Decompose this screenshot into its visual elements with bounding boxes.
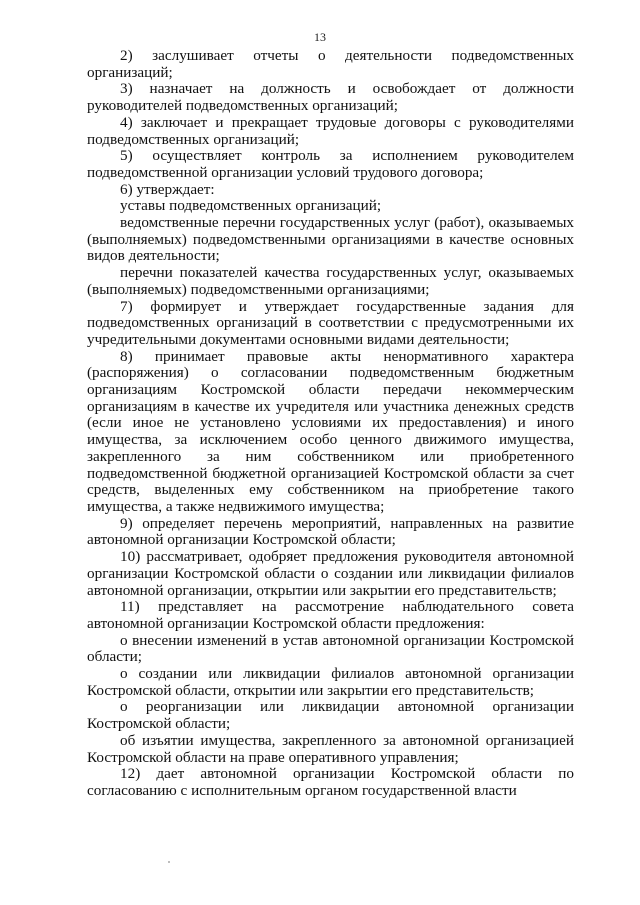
paragraph-item-6-service-lists: ведомственные перечни государственных услуг (работ), оказываемых (выполняемых) подведомственными организациями в качестве основных видов деятельности; xyxy=(87,214,574,265)
paragraph-item-6: 6) утверждает: xyxy=(120,180,215,198)
paragraph-item-9: 9) определяет перечень мероприятий, направленных на развитие автономной организации Костромской области; xyxy=(87,514,574,549)
paragraph-item-11-reorganization: о реорганизации или ликвидации автономной организации Костромской области; xyxy=(87,698,574,733)
paragraph-item-2: 2) заслушивает отчеты о деятельности подведомственных организаций; xyxy=(87,47,574,81)
document-body xyxy=(87,48,574,800)
paragraph-item-8: 8) принимает правовые акты ненормативного характера (распоряжения) о согласовании подведомственным бюджетным организациям Костромской области передачи некоммерческим организациям в качестве их учредителя или участника денежных средств (если иное не установлено условиями их предоставления) и иного имущества, за исключением особо ценного движимого имущества, закрепленного за ним собственником или приобретенного подведомственной бюджетной организацией Костромской области за счет средств, выделенных ему собственником на приобретение такого имущества, а также недвижимого имущества; xyxy=(87,347,574,515)
paragraph-item-11-branches: о создании или ликвидации филиалов автономной организации Костромской области, открытии или закрытии его представительств; xyxy=(87,665,574,699)
paragraph-item-11: 11) представляет на рассмотрение наблюдательного совета автономной организации Костромской области предложения: xyxy=(87,598,574,632)
paragraph-item-7: 7) формирует и утверждает государственные задания для подведомственных организаций в соответствии с предусмотренными их учредительными документами основными видами деятельности; xyxy=(87,297,574,348)
paragraph-item-5: 5) осуществляет контроль за исполнением руководителем подведомственной организации условий трудового договора; xyxy=(87,147,574,181)
page-number: 13 xyxy=(314,30,326,44)
paragraph-item-4: 4) заключает и прекращает трудовые договоры с руководителями подведомственных организаций; xyxy=(87,113,574,148)
paragraph-item-12: 12) дает автономной организации Костромской области по согласованию с исполнительным органом государственной власти xyxy=(87,765,574,799)
paragraph-item-3: 3) назначает на должность и освобождает от должности руководителей подведомственных организаций; xyxy=(87,80,574,115)
paragraph-item-6-charters: уставы подведомственных организаций; xyxy=(120,197,382,215)
paragraph-item-10: 10) рассматривает, одобряет предложения руководителя автономной организации Костромской области о создании или ликвидации филиалов автономной организации, открытии или закрытии его представительств; xyxy=(87,548,574,599)
paragraph-item-11-charter-changes: о внесении изменений в устав автономной организации Костромской области; xyxy=(87,631,574,666)
scan-artifact-dot xyxy=(168,861,170,863)
paragraph-item-6-quality-indicators: перечни показателей качества государственных услуг, оказываемых (выполняемых) подведомственными организациями; xyxy=(87,264,574,298)
paragraph-item-11-property-withdrawal: об изъятии имущества, закрепленного за автономной организацией Костромской области на праве оперативного управления; xyxy=(87,731,574,766)
